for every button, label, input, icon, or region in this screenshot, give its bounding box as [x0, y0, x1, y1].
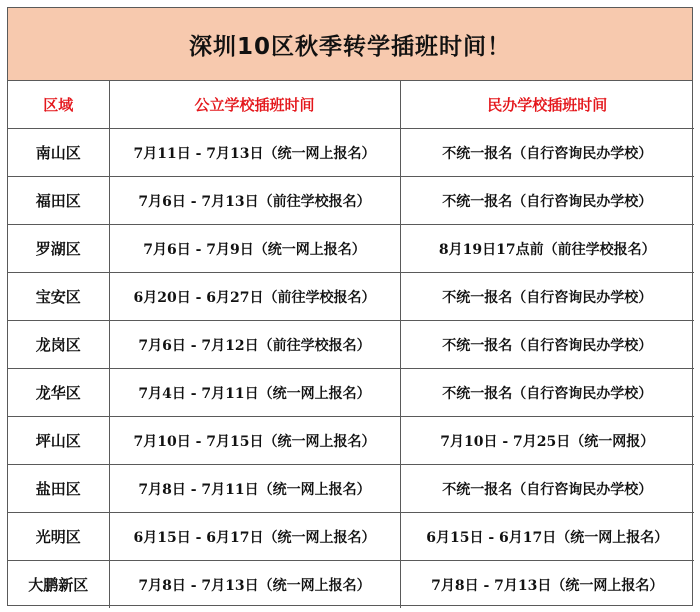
table-row: [8, 513, 694, 561]
public-cell: 7月4日 - 7月11日（统一网上报名）: [109, 369, 400, 417]
private-cell: 7月10日 - 7月25日（统一网报）: [400, 417, 694, 465]
private-cell: 不统一报名（自行咨询民办学校）: [400, 273, 694, 321]
table-row: [8, 561, 694, 609]
district-cell: 宝安区: [8, 273, 109, 321]
header-district: 区域: [8, 81, 109, 129]
district-cell: 龙岗区: [8, 321, 109, 369]
private-cell: 不统一报名（自行咨询民办学校）: [400, 465, 694, 513]
public-cell: 7月8日 - 7月13日（统一网上报名）: [109, 561, 400, 609]
public-cell: 7月6日 - 7月12日（前往学校报名）: [109, 321, 400, 369]
table-row: [8, 177, 694, 225]
table-row: [8, 225, 694, 273]
public-cell: 7月10日 - 7月15日（统一网上报名）: [109, 417, 400, 465]
district-cell: 光明区: [8, 513, 109, 561]
table-row: [8, 465, 694, 513]
header-public: 公立学校插班时间: [109, 81, 400, 129]
table-row: [8, 273, 694, 321]
private-cell: 不统一报名（自行咨询民办学校）: [400, 177, 694, 225]
district-cell: 罗湖区: [8, 225, 109, 273]
public-cell: 7月6日 - 7月9日（统一网上报名）: [109, 225, 400, 273]
table-row: [8, 129, 694, 177]
district-cell: 南山区: [8, 129, 109, 177]
district-cell: 龙华区: [8, 369, 109, 417]
public-cell: 7月6日 - 7月13日（前往学校报名）: [109, 177, 400, 225]
private-cell: 7月8日 - 7月13日（统一网上报名）: [431, 577, 664, 594]
district-cell: 坪山区: [8, 417, 109, 465]
table-row: [8, 369, 694, 417]
sheet-title: 深圳10区秋季转学插班时间！: [8, 8, 692, 81]
public-cell: 7月8日 - 7月11日（统一网上报名）: [109, 465, 400, 513]
private-cell: 不统一报名（自行咨询民办学校）: [400, 129, 694, 177]
public-cell: 6月20日 - 6月27日（前往学校报名）: [109, 273, 400, 321]
table-row: [8, 321, 694, 369]
private-cell: 不统一报名（自行咨询民办学校）: [400, 369, 694, 417]
district-cell: 福田区: [8, 177, 109, 225]
schedule-sheet: [7, 7, 693, 606]
header-private: 民办学校插班时间: [400, 81, 694, 129]
public-cell: 7月11日 - 7月13日（统一网上报名）: [109, 129, 400, 177]
private-cell: 8月19日17点前（前往学校报名）: [400, 225, 694, 273]
private-cell: 不统一报名（自行咨询民办学校）: [400, 321, 694, 369]
table-row: [8, 417, 694, 465]
district-cell: 大鹏新区: [8, 561, 109, 609]
header-row: [8, 81, 694, 129]
private-cell: 6月15日 - 6月17日（统一网上报名）: [400, 513, 694, 561]
schedule-table: [8, 81, 694, 608]
public-cell: 6月15日 - 6月17日（统一网上报名）: [109, 513, 400, 561]
district-cell: 盐田区: [8, 465, 109, 513]
